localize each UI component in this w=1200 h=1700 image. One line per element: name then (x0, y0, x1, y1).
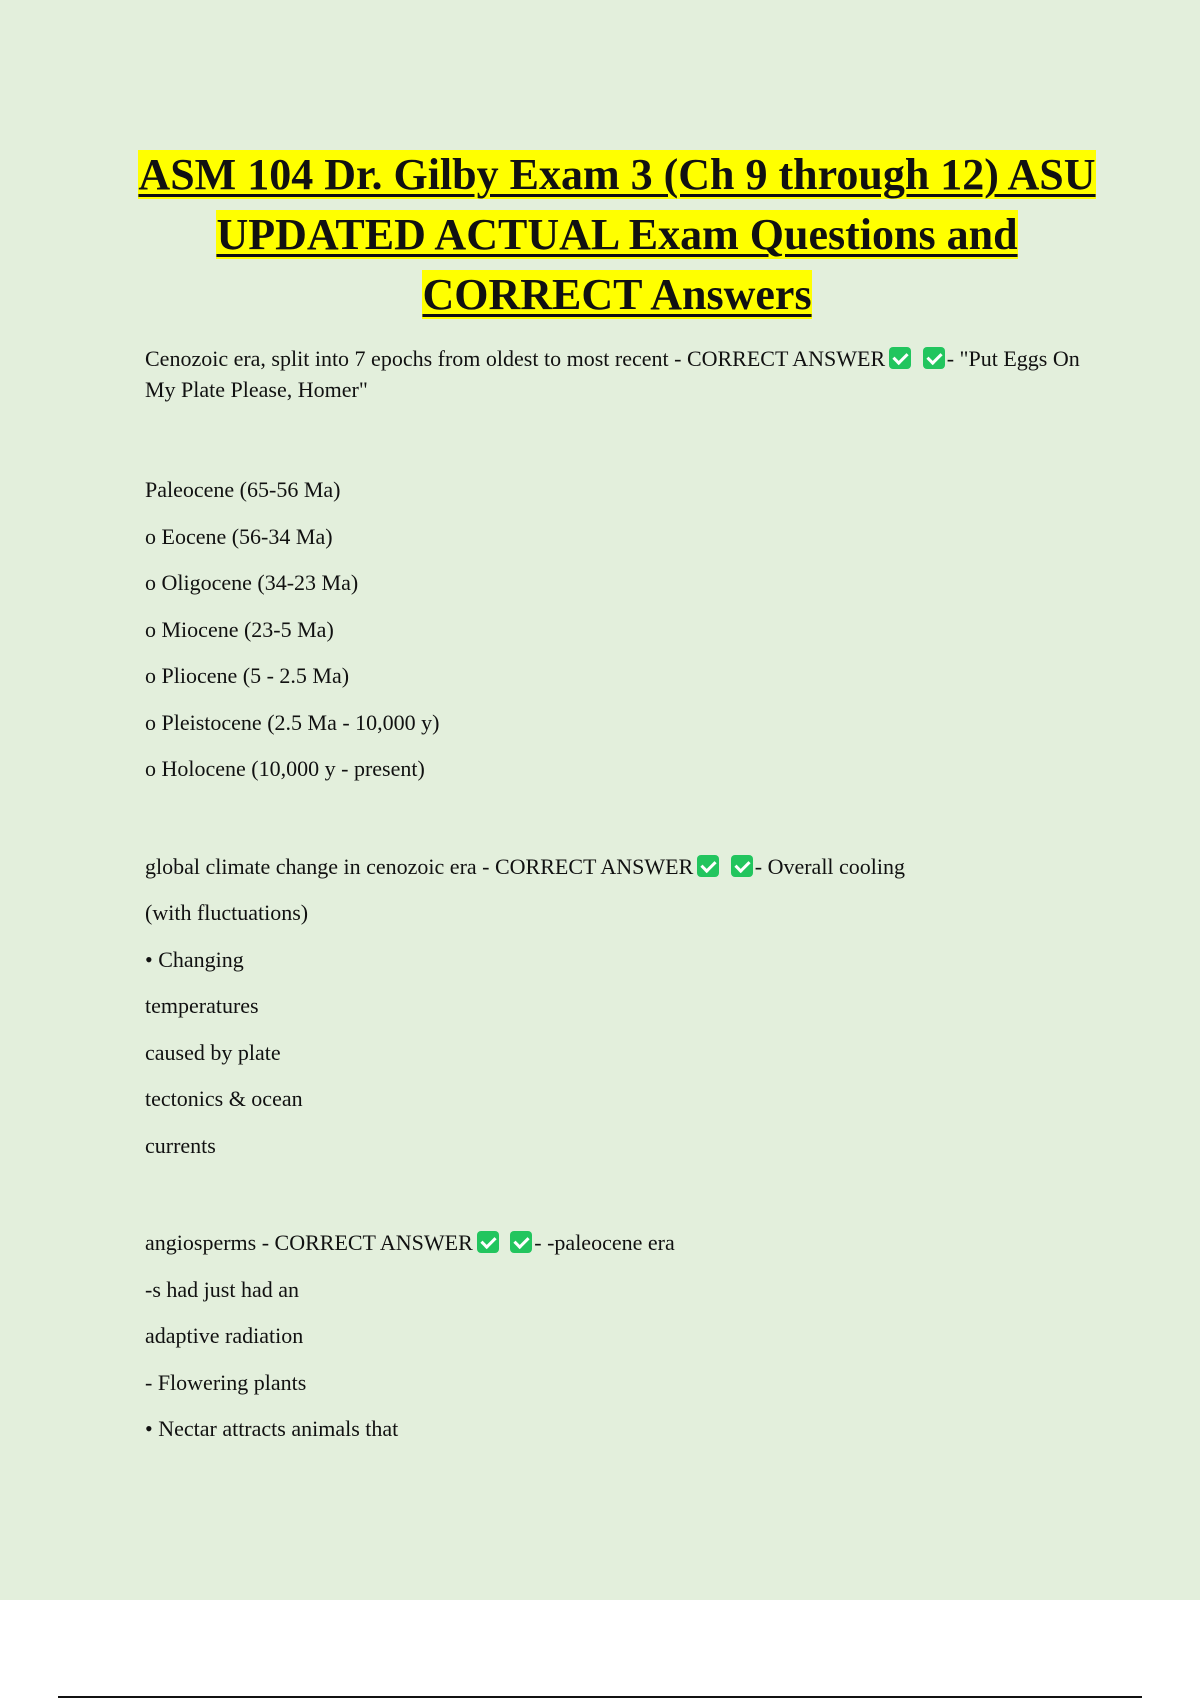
qa-question: Cenozoic era, split into 7 epochs from oldest to most recent (145, 346, 669, 371)
check-mark-icon (697, 855, 719, 877)
qa-answer: - "Put Eggs On My Plate Please, Homer" (145, 346, 1080, 402)
document-title: ASM 104 Dr. Gilby Exam 3 (Ch 9 through 12) ASU UPDATED ACTUAL Exam Questions and CORRECT Answers (138, 150, 1096, 319)
answer-line: o Pleistocene (2.5 Ma - 10,000 y) (145, 709, 440, 735)
title-block (120, 145, 1114, 325)
answer-line: o Miocene (23-5 Ma) (145, 616, 334, 642)
check-mark-icon (889, 347, 911, 369)
correct-answer-label: CORRECT ANSWER (495, 853, 694, 879)
qa-question: angiosperms (145, 1230, 257, 1255)
answer-line: o Oligocene (34-23 Ma) (145, 570, 359, 595)
check-mark-icon (477, 1231, 499, 1253)
check-mark-icon (731, 855, 753, 877)
answer-line: - Flowering plants (145, 1369, 307, 1395)
answer-line: caused by plate (145, 1039, 281, 1065)
check-mark-icon (510, 1231, 532, 1253)
answer-line: adaptive radiation (145, 1323, 304, 1348)
answer-line: • Nectar attracts animals that (145, 1416, 399, 1441)
qa-answer: - -paleocene era (534, 1230, 675, 1255)
footer-divider (58, 1696, 1142, 1698)
answer-line: • Changing (145, 946, 244, 972)
answer-line: (with fluctuations) (145, 900, 309, 925)
qa-item-1-question-line: Cenozoic era, split into 7 epochs from oldest to most recent - CORRECT ANSWER - "Put Eggs On My Plate Please, Homer" (145, 346, 1080, 402)
answer-line: o Pliocene (5 - 2.5 Ma) (145, 663, 350, 688)
check-mark-icon (923, 347, 945, 369)
correct-answer-label: CORRECT ANSWER (274, 1230, 473, 1255)
answer-line: temperatures (145, 993, 259, 1018)
qa-question: global climate change in cenozoic era (145, 853, 477, 879)
answer-line: tectonics & ocean (145, 1086, 303, 1111)
qa-answer: - Overall cooling (754, 853, 906, 879)
answer-line: o Eocene (56-34 Ma) (145, 523, 333, 549)
answer-line: -s had just had an (145, 1276, 299, 1302)
answer-line: o Holocene (10,000 y - present) (145, 756, 425, 781)
correct-answer-label: CORRECT ANSWER (686, 346, 886, 371)
qa-content (145, 343, 1105, 1453)
qa-item-3-question-line: angiosperms - CORRECT ANSWER - -paleocene era (145, 1230, 675, 1255)
answer-line: currents (145, 1132, 216, 1158)
answer-line: Paleocene (65-56 Ma) (145, 477, 341, 502)
qa-item-2-question-line: global climate change in cenozoic era - CORRECT ANSWER - Overall cooling (145, 853, 906, 879)
